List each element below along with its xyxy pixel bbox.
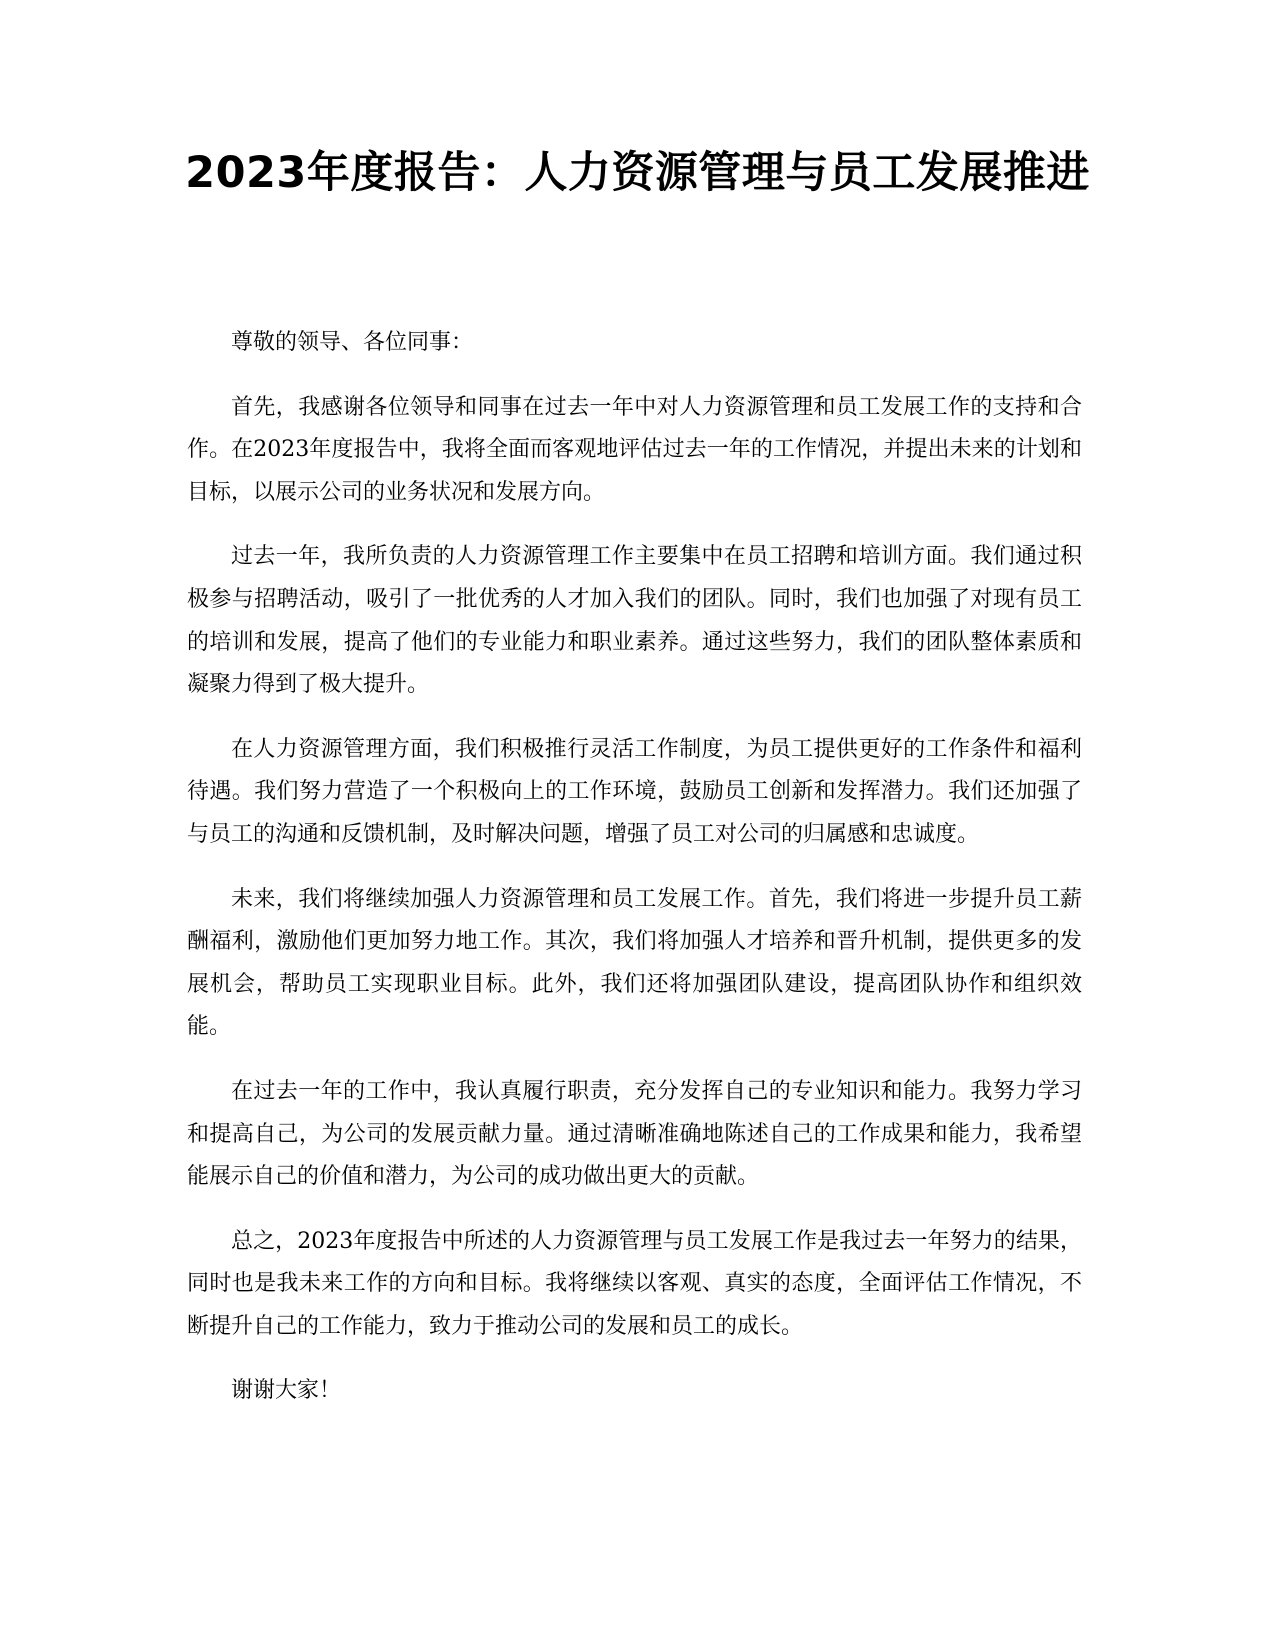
closing: 谢谢大家！ [231,1378,342,1404]
paragraph-1: 首先，我感谢各位领导和同事在过去一年中对人力资源管理和员工发展工作的支持和合作。在2023年度报告中，我将全面而客观地评估过去一年的工作情况，并提出未来的计划和目标，以展示公司的业务状况和发展方向。 [187,394,1082,505]
document-title: 2023年度报告：人力资源管理与员工发展推进 [185,148,1090,198]
salutation: 尊敬的领导、各位同事： [231,330,474,355]
document-body [187,322,1082,1435]
paragraph-3: 在人力资源管理方面，我们积极推行灵活工作制度，为员工提供更好的工作条件和福利待遇。我们努力营造了一个积极向上的工作环境，鼓励员工创新和发挥潜力。我们还加强了与员工的沟通和反馈机制，及时解决问题，增强了员工对公司的归属感和忠诚度。 [187,736,1082,847]
paragraph-2: 过去一年，我所负责的人力资源管理工作主要集中在员工招聘和培训方面。我们通过积极参与招聘活动，吸引了一批优秀的人才加入我们的团队。同时，我们也加强了对现有员工的培训和发展，提高了他们的专业能力和职业素养。通过这些努力，我们的团队整体素质和凝聚力得到了极大提升。 [187,544,1082,698]
paragraph-6: 总之，2023年度报告中所述的人力资源管理与员工发展工作是我过去一年努力的结果，同时也是我未来工作的方向和目标。我将继续以客观、真实的态度，全面评估工作情况，不断提升自己的工作能力，致力于推动公司的发展和员工的成长。 [187,1228,1082,1339]
paragraph-5: 在过去一年的工作中，我认真履行职责，充分发挥自己的专业知识和能力。我努力学习和提高自己，为公司的发展贡献力量。通过清晰准确地陈述自己的工作成果和能力，我希望能展示自己的价值和潜力，为公司的成功做出更大的贡献。 [187,1078,1082,1190]
paragraph-4: 未来，我们将继续加强人力资源管理和员工发展工作。首先，我们将进一步提升员工薪酬福利，激励他们更加努力地工作。其次，我们将加强人才培养和晋升机制，提供更多的发展机会，帮助员工实现职业目标。此外，我们还将加强团队建设，提高团队协作和组织效能。 [187,886,1082,1040]
